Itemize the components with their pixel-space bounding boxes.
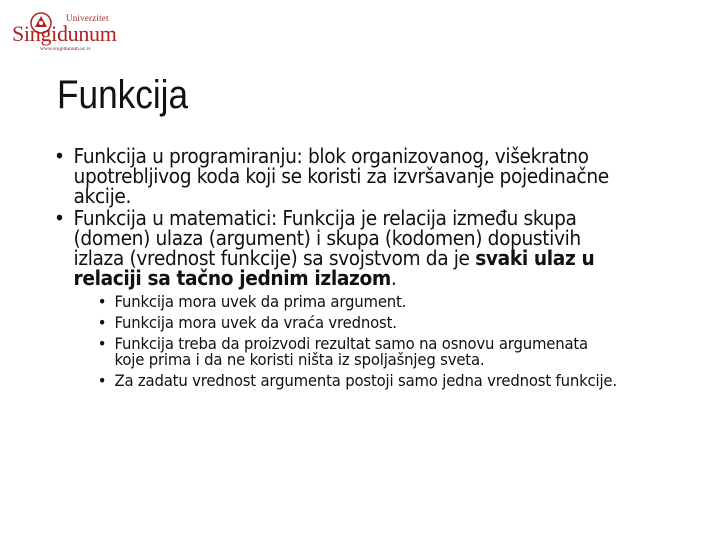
bullet-item [54,146,631,206]
bullet-dot-icon: • [54,206,65,230]
sub-bullet-item [98,315,619,331]
sub-bullet-item [98,294,619,310]
logo-url: www.singidunum.ac.rs [40,46,91,52]
sub-bullet-item [98,336,619,368]
sub-bullet-list [74,294,619,389]
logo-name: Singidunum [12,21,117,46]
bullet-item [54,208,631,389]
sub-bullet-item [98,373,619,389]
sub-bullet-text: Funkcija treba da proizvodi rezultat samo na osnovu argumenata koje prima i da ne koristi ništa iz spoljašnjeg sveta. [114,334,588,369]
sub-bullet-text: Funkcija mora uvek da vraća vrednost. [114,313,397,332]
sub-bullet-dot-icon: • [97,313,107,332]
sub-bullet-dot-icon: • [97,371,107,390]
bullet-text: Funkcija u matematici: Funkcija je relacija između skupa (domen) ulaza (argument) i skupa (kodomen) dopustivih izlaza (vrednost funkcije) sa svojstvom da je [73,206,581,270]
bullet-text: Funkcija u programiranju: blok organizovanog, višekratno upotrebljivog koda koji se koristi za izvršavanje pojedinačne akcije. [73,144,609,208]
bullet-text-bold: svaki ulaz u relaciji sa tačno jednim izlazom [73,246,595,290]
university-logo [12,10,117,56]
bullet-list [54,146,674,394]
bullet-dot-icon: • [54,144,65,168]
sub-bullet-text: Za zadatu vrednost argumenta postoji samo jedna vrednost funkcije. [114,371,617,390]
bullet-text-end: . [390,266,397,290]
slide-title: Funkcija [57,73,189,117]
sub-bullet-dot-icon: • [97,292,107,311]
logo-university-label: Univerzitet [66,13,109,23]
sub-bullet-text: Funkcija mora uvek da prima argument. [114,292,407,311]
sub-bullet-dot-icon: • [97,334,107,353]
